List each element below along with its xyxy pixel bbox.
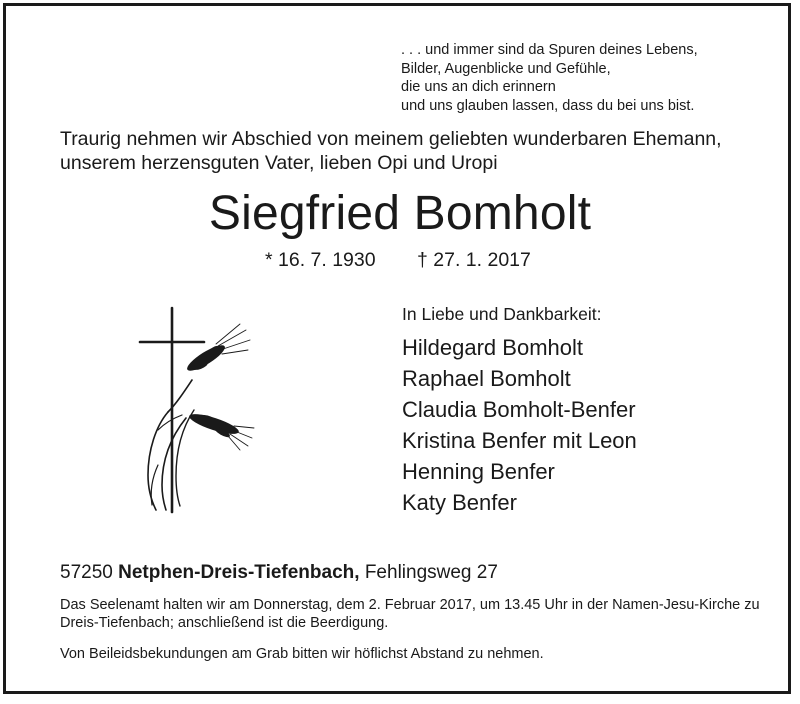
service-notice: Das Seelenamt halten wir am Donnerstag, dem 2. Februar 2017, um 13.45 Uhr in der Namen-Jesu-Kirche zu Dreis-Tiefenbach; anschließend ist die Beerdigung. (60, 597, 760, 631)
poem-line: . . . und immer sind da Spuren deines Lebens, (401, 42, 698, 58)
mourner-name: Henning Benfer (402, 459, 555, 484)
address-town: Netphen-Dreis-Tiefenbach, (118, 562, 360, 583)
poem-line: und uns glauben lassen, dass du bei uns bist. (401, 97, 695, 114)
mourner-name: Katy Benfer (402, 490, 517, 515)
condolence-notice: Von Beileidsbekundungen am Grab bitten wir höflichst Abstand zu nehmen. (60, 646, 544, 662)
mourner-name: Raphael Bomholt (402, 366, 571, 391)
birth-date: * 16. 7. 1930 (265, 249, 376, 271)
address-postcode: 57250 (60, 562, 113, 583)
intro-line: unserem herzensguten Vater, lieben Opi und Uropi (60, 152, 498, 174)
address-street: Fehlingsweg 27 (364, 562, 498, 583)
cross-with-wheat-icon (128, 300, 258, 520)
poem-line: Bilder, Augenblicke und Gefühle, (401, 60, 611, 77)
address (60, 561, 498, 585)
mourner-name: Kristina Benfer mit Leon (402, 428, 637, 453)
death-date: † 27. 1. 2017 (417, 249, 531, 271)
intro-line: Traurig nehmen wir Abschied von meinem geliebten wunderbaren Ehemann, (60, 128, 722, 150)
mourner-list (402, 332, 637, 518)
intro-text (60, 127, 722, 175)
poem-line: die uns an dich erinnern (401, 79, 556, 95)
poem (401, 41, 698, 115)
deceased-name: Siegfried Bomholt (208, 187, 592, 240)
mourner-name: Claudia Bomholt-Benfer (402, 397, 636, 422)
thanks-heading: In Liebe und Dankbarkeit: (402, 304, 602, 324)
mourner-name: Hildegard Bomholt (402, 335, 583, 360)
